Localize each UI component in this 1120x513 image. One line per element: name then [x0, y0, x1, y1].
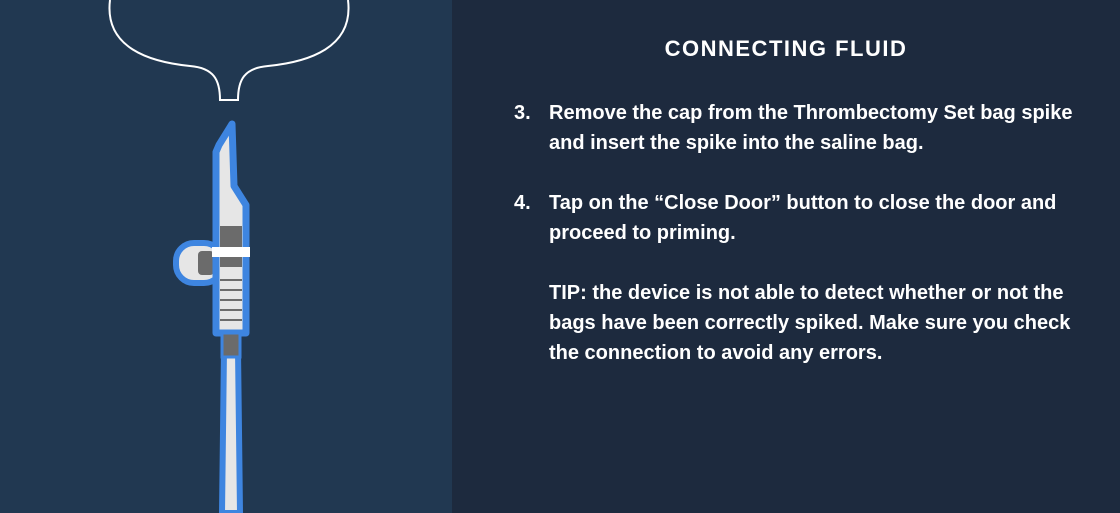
page-title: CONNECTING FLUID [664, 36, 908, 61]
bag-spike-icon [176, 124, 250, 513]
step-number: 4. [514, 192, 531, 214]
instruction-panel [452, 0, 1120, 513]
instruction-step-4 [514, 188, 1074, 368]
instruction-step-3 [514, 98, 1074, 158]
tip-text: TIP: the device is not able to detect whether or not the bags have been correctly spiked. Make sure you check the connection to avoid any errors. [549, 282, 1071, 364]
step-text: Remove the cap from the Thrombectomy Set bag spike and insert the spike into the saline bag. [549, 102, 1073, 154]
step-number: 3. [514, 102, 531, 124]
step-text: Tap on the “Close Door” button to close the door and proceed to priming. [549, 192, 1057, 244]
saline-bag-outline-icon [109, 0, 348, 100]
instruction-steps [514, 98, 1074, 368]
illustration-panel [0, 0, 452, 513]
spike-illustration [0, 0, 452, 513]
